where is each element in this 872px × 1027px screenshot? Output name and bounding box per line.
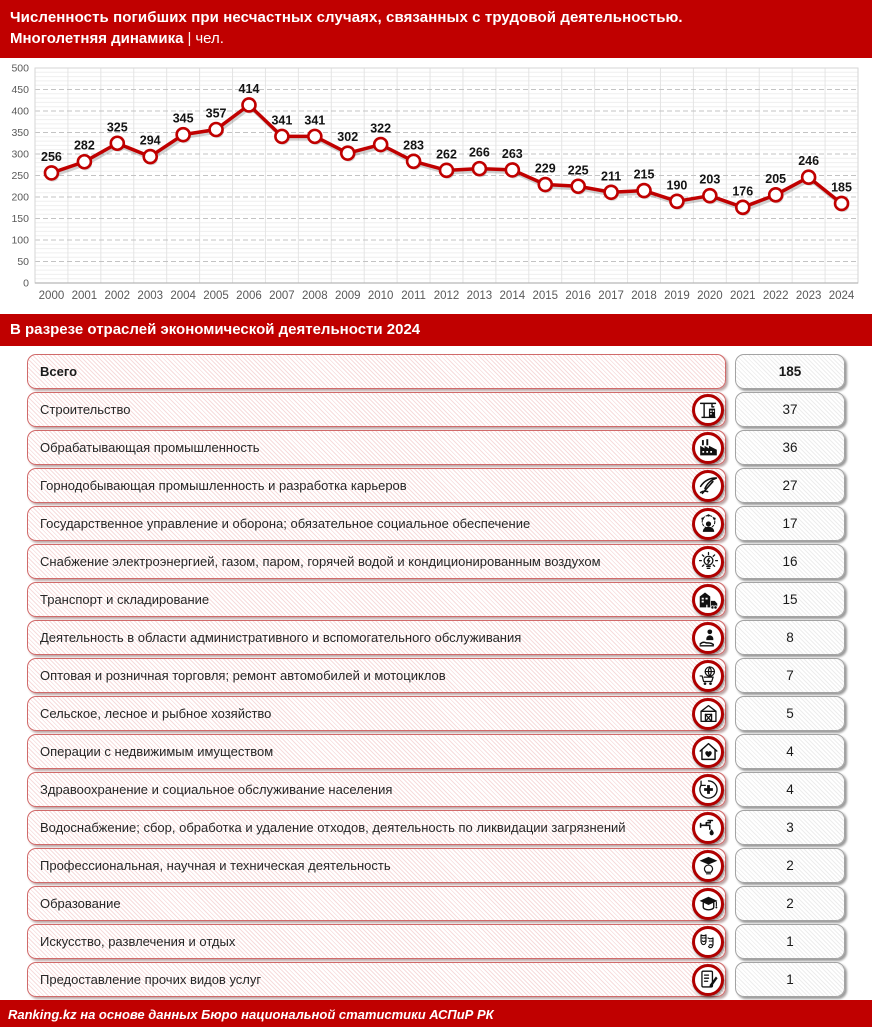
table-row: [27, 696, 845, 731]
industry-value: 7: [735, 658, 845, 693]
svg-text:2024: 2024: [828, 290, 855, 302]
page-title: Численность погибших при несчастных случаях, связанных с трудовой деятельностью.: [10, 9, 683, 26]
medical-cross-icon: [692, 774, 724, 806]
industry-value: 27: [735, 468, 845, 503]
fatalities-line-chart: [0, 58, 872, 308]
industry-label-box: [27, 392, 726, 427]
science-cap-icon: [692, 850, 724, 882]
svg-text:250: 250: [11, 170, 29, 182]
industry-label-box: [27, 772, 726, 807]
subtitle-separator: |: [187, 30, 192, 47]
industry-label-box: [27, 810, 726, 845]
svg-text:414: 414: [238, 81, 260, 96]
svg-text:2022: 2022: [762, 290, 789, 302]
industry-label: Профессиональная, научная и техническая деятельность: [40, 858, 391, 873]
svg-text:350: 350: [11, 127, 29, 139]
main-header: [0, 0, 872, 58]
industry-value: 2: [735, 886, 845, 921]
svg-text:2005: 2005: [203, 290, 229, 302]
crane-icon: [692, 394, 724, 426]
svg-text:2002: 2002: [104, 290, 131, 302]
source-credit: Ranking.kz на основе данных Бюро национальной статистики АСПиР РК: [0, 1000, 872, 1027]
svg-text:176: 176: [732, 184, 754, 199]
svg-text:205: 205: [765, 171, 787, 186]
svg-text:325: 325: [106, 120, 128, 135]
svg-text:2011: 2011: [401, 290, 426, 302]
table-row: [27, 392, 845, 427]
industry-value: 4: [735, 734, 845, 769]
svg-text:2015: 2015: [532, 290, 559, 302]
svg-text:262: 262: [436, 147, 457, 162]
svg-text:345: 345: [172, 111, 194, 126]
table-row: [27, 962, 845, 997]
industry-label: Образование: [40, 896, 121, 911]
civil-service-icon: [692, 508, 724, 540]
svg-text:2019: 2019: [664, 290, 690, 302]
svg-text:322: 322: [370, 121, 392, 136]
svg-text:2023: 2023: [795, 290, 822, 302]
svg-text:341: 341: [271, 113, 293, 128]
industry-value: 2: [735, 848, 845, 883]
industry-label: Водоснабжение; сбор, обработка и удаление отходов, деятельность по ликвидации загрязнений: [40, 820, 626, 835]
svg-text:450: 450: [11, 84, 29, 96]
industry-value: 3: [735, 810, 845, 845]
industry-label-box: [27, 924, 726, 959]
svg-text:2003: 2003: [137, 290, 164, 302]
industry-label-box: [27, 696, 726, 731]
support-hand-icon: [692, 622, 724, 654]
svg-text:266: 266: [468, 145, 490, 160]
svg-text:357: 357: [205, 106, 227, 121]
svg-text:500: 500: [11, 62, 29, 75]
svg-text:2004: 2004: [170, 290, 196, 302]
industry-label-box: [27, 734, 726, 769]
industry-label: Строительство: [40, 402, 131, 417]
graduation-cap-icon: [692, 888, 724, 920]
truck-warehouse-icon: [692, 584, 724, 616]
industry-label-box: [27, 430, 726, 465]
table-row: [27, 544, 845, 579]
total-label-box: [27, 354, 726, 389]
factory-icon: [692, 432, 724, 464]
industry-label: Искусство, развлечения и отдых: [40, 934, 236, 949]
industry-label: Предоставление прочих видов услуг: [40, 972, 262, 987]
table-row: [27, 468, 845, 503]
svg-text:2000: 2000: [38, 290, 65, 302]
total-label: Всего: [40, 364, 78, 379]
industry-value: 4: [735, 772, 845, 807]
svg-text:229: 229: [534, 161, 556, 176]
industry-table: [0, 346, 872, 1000]
industry-label-box: [27, 962, 726, 997]
industry-label-box: [27, 468, 726, 503]
svg-text:211: 211: [601, 169, 622, 184]
svg-text:150: 150: [11, 213, 29, 225]
svg-text:302: 302: [337, 130, 359, 145]
subtitle-unit: чел.: [195, 30, 224, 47]
svg-text:2008: 2008: [302, 290, 328, 302]
svg-text:2007: 2007: [269, 290, 295, 302]
svg-text:2017: 2017: [598, 290, 624, 302]
page-subtitle: [10, 28, 862, 49]
industry-label: Операции с недвижимым имуществом: [40, 744, 274, 759]
svg-text:200: 200: [11, 191, 29, 204]
svg-text:400: 400: [11, 105, 29, 118]
table-row: [27, 620, 845, 655]
globe-cart-icon: [692, 660, 724, 692]
industry-value: 36: [735, 430, 845, 465]
industry-value: 15: [735, 582, 845, 617]
svg-text:215: 215: [633, 167, 655, 182]
industry-label-box: [27, 848, 726, 883]
svg-text:2001: 2001: [71, 290, 98, 302]
industry-label: Государственное управление и оборона; обязательное социальное обеспечение: [40, 516, 531, 531]
svg-text:190: 190: [666, 178, 688, 193]
svg-text:0: 0: [23, 277, 29, 290]
svg-text:2020: 2020: [697, 290, 723, 302]
industry-label: Сельское, лесное и рыбное хозяйство: [40, 706, 272, 721]
svg-text:341: 341: [304, 113, 326, 128]
industry-value: 1: [735, 924, 845, 959]
industry-label: Обрабатывающая промышленность: [40, 440, 260, 455]
industry-label-box: [27, 620, 726, 655]
house-icon: [692, 736, 724, 768]
table-row: [27, 848, 845, 883]
theater-masks-icon: [692, 926, 724, 958]
table-row: [27, 506, 845, 541]
table-row: [27, 772, 845, 807]
table-row: [27, 734, 845, 769]
table-row: [27, 658, 845, 693]
svg-text:2014: 2014: [499, 290, 526, 302]
industry-label-box: [27, 582, 726, 617]
table-row: [27, 582, 845, 617]
svg-text:300: 300: [11, 148, 29, 161]
industry-label: Горнодобывающая промышленность и разработка карьеров: [40, 478, 407, 493]
svg-text:225: 225: [567, 163, 589, 178]
barn-icon: [692, 698, 724, 730]
svg-text:50: 50: [17, 256, 29, 268]
table-row: [27, 430, 845, 465]
svg-text:2018: 2018: [631, 290, 657, 302]
svg-text:294: 294: [139, 133, 161, 148]
industry-value: 8: [735, 620, 845, 655]
svg-text:282: 282: [73, 138, 95, 153]
industry-label-box: [27, 658, 726, 693]
svg-text:283: 283: [403, 138, 425, 153]
industry-label-box: [27, 544, 726, 579]
industry-label-box: [27, 506, 726, 541]
table-row-total: [27, 354, 845, 389]
lightbulb-icon: [692, 546, 724, 578]
svg-text:2006: 2006: [236, 290, 262, 302]
svg-text:2016: 2016: [565, 290, 591, 302]
svg-text:256: 256: [41, 149, 62, 164]
faucet-icon: [692, 812, 724, 844]
industry-value: 5: [735, 696, 845, 731]
total-value: 185: [735, 354, 845, 389]
industry-rows: [27, 392, 845, 997]
svg-text:263: 263: [501, 146, 523, 161]
industry-label: Здравоохранение и социальное обслуживание населения: [40, 782, 393, 797]
industry-label: Оптовая и розничная торговля; ремонт автомобилей и мотоциклов: [40, 668, 446, 683]
svg-text:2012: 2012: [433, 290, 460, 302]
industry-label: Транспорт и складирование: [40, 592, 210, 607]
subtitle-bold: Многолетняя динамика: [10, 30, 184, 47]
pickaxe-icon: [692, 470, 724, 502]
svg-text:2010: 2010: [367, 290, 394, 302]
svg-text:203: 203: [699, 172, 721, 187]
document-pencil-icon: [692, 964, 724, 996]
svg-text:2009: 2009: [334, 290, 361, 302]
svg-text:100: 100: [11, 234, 29, 247]
industry-label-box: [27, 886, 726, 921]
table-row: [27, 886, 845, 921]
svg-text:246: 246: [798, 154, 820, 169]
industry-label: Снабжение электроэнергией, газом, паром, горячей водой и кондиционированным воздухом: [40, 554, 601, 569]
industry-label: Деятельность в области административного и вспомогательного обслуживания: [40, 630, 522, 645]
svg-text:185: 185: [831, 180, 852, 195]
section-header-industries: В разрезе отраслей экономической деятельности 2024: [0, 314, 872, 346]
chart-svg: [0, 58, 872, 308]
svg-text:2021: 2021: [729, 290, 756, 302]
svg-text:2013: 2013: [466, 290, 493, 302]
table-row: [27, 924, 845, 959]
industry-value: 16: [735, 544, 845, 579]
table-row: [27, 810, 845, 845]
industry-value: 37: [735, 392, 845, 427]
industry-value: 17: [735, 506, 845, 541]
industry-value: 1: [735, 962, 845, 997]
